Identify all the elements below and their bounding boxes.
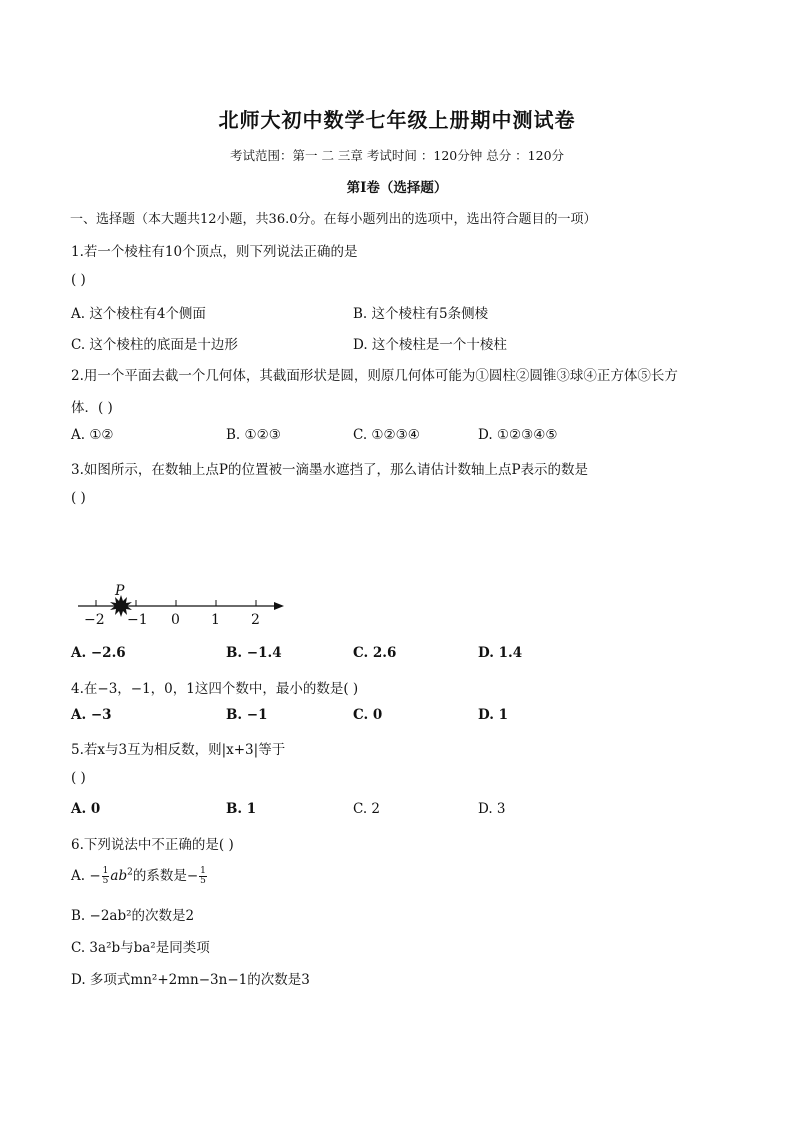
tick-label-1: 1 (211, 612, 220, 628)
q1-option-b: B. 这个棱柱有5条侧棱 (353, 306, 489, 322)
tick-label-2: 2 (251, 612, 260, 628)
q6-a-prefix: A. − (71, 868, 101, 884)
fraction-denominator: 5 (200, 876, 206, 886)
q2-option-c: C. ①②③④ (353, 427, 420, 443)
q3-option-b: B. −1.4 (226, 645, 282, 661)
exam-info: 考试范围：第一 二 三章 考试时间 ：120分钟 总分 ：120分 (229, 148, 565, 163)
q6-a-text: 的系数是− (132, 868, 199, 884)
q6-a-fraction (102, 867, 110, 886)
point-p-label: P (115, 583, 125, 599)
q6-a-term: ab (110, 868, 128, 884)
part-heading: 第I卷（选择题） (346, 180, 448, 196)
q2-stem-line2: 体．( ) (71, 400, 113, 416)
tick-label-0: 0 (171, 612, 180, 628)
q6-stem: 6.下列说法中不正确的是( ) (71, 837, 234, 853)
q2-stem-line1: 2.用一个平面去截一个几何体，其截面形状是圆，则原几何体可能为①圆柱②圆锥③球④正方体⑤长方 (71, 368, 678, 384)
q2-option-d: D. ①②③④⑤ (478, 427, 558, 443)
q6-option-c: C. 3a²b与ba²是同类项 (71, 940, 210, 956)
fraction-denominator: 5 (102, 876, 109, 886)
q4-option-b: B. −1 (226, 707, 268, 723)
exam-title: 北师大初中数学七年级上册期中测试卷 (218, 108, 576, 132)
q1-option-a: A. 这个棱柱有4个侧面 (71, 306, 206, 322)
q3-option-d: D. 1.4 (478, 645, 523, 661)
tick-label-neg2: −2 (84, 612, 105, 628)
q6-a-fraction-answer (199, 867, 207, 886)
tick-label-neg1: −1 (127, 612, 148, 628)
q1-option-c: C. 这个棱柱的底面是十边形 (71, 337, 238, 353)
q4-option-a: A. −3 (71, 707, 112, 723)
q4-option-c: C. 0 (353, 707, 383, 723)
q3-stem: 3.如图所示，在数轴上点P的位置被一滴墨水遮挡了，那么请估计数轴上点P表示的数是 (71, 462, 589, 478)
q1-stem: 1.若一个棱柱有10个顶点，则下列说法正确的是 (71, 244, 358, 260)
q6-a-exponent: 2 (127, 867, 133, 878)
q6-option-a (71, 864, 208, 886)
q5-option-a: A. 0 (71, 801, 101, 817)
q5-option-d: D. 3 (478, 801, 506, 817)
q5-stem: 5.若x与3互为相反数，则|x+3|等于 (71, 742, 286, 758)
q5-paren: ( ) (71, 770, 86, 786)
q2-option-a: A. ①② (71, 427, 114, 443)
q3-paren: ( ) (71, 490, 86, 506)
q1-paren: ( ) (71, 272, 86, 288)
q4-option-d: D. 1 (478, 707, 509, 723)
section-heading: 一、选择题（本大题共12小题，共36.0分。在每小题列出的选项中，选出符合题目的一项） (70, 212, 597, 227)
number-line-figure (70, 580, 300, 630)
q6-option-b: B. −2ab²的次数是2 (71, 908, 195, 924)
q2-option-b: B. ①②③ (226, 427, 281, 443)
fraction-numerator: 1 (200, 866, 206, 876)
q4-stem: 4.在−3，−1，0，1这四个数中，最小的数是( ) (71, 681, 359, 697)
q5-option-b: B. 1 (226, 801, 257, 817)
q5-option-c: C. 2 (353, 801, 381, 817)
q6-option-d: D. 多项式mn²+2mn−3n−1的次数是3 (71, 972, 310, 988)
q3-option-c: C. 2.6 (353, 645, 397, 661)
fraction-numerator: 1 (102, 866, 109, 876)
q3-option-a: A. −2.6 (71, 645, 126, 661)
axis-arrow (274, 602, 284, 610)
q1-option-d: D. 这个棱柱是一个十棱柱 (353, 337, 507, 353)
